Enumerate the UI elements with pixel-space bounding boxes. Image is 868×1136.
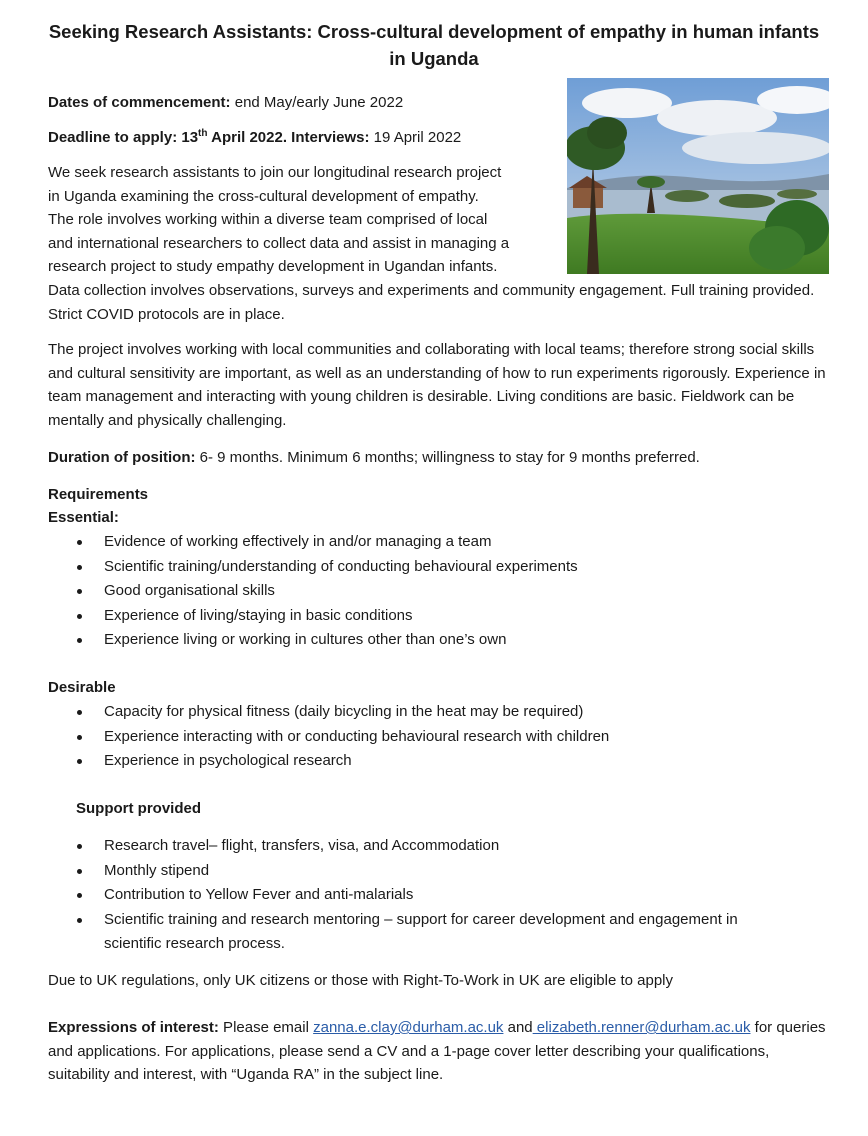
intro-line: in Uganda examining the cross-cultural development of empathy. [48, 187, 479, 205]
duration-line [48, 446, 828, 470]
commencement-line [48, 91, 553, 115]
list-item: Monthly stipend [75, 859, 805, 884]
desirable-list [75, 700, 805, 774]
list-item: Scientific training/understanding of conducting behavioural experiments [75, 555, 805, 580]
essential-heading: Essential: [48, 509, 119, 526]
support-list [75, 834, 805, 957]
deadline-line [48, 126, 553, 150]
page-title: Seeking Research Assistants: Cross-cultural development of empathy in human infants in Uganda [48, 21, 820, 69]
expressions-paragraph [48, 1016, 828, 1087]
project-paragraph: The project involves working with local communities and collaborating with local teams; therefore strong social skills and cultural sensitivity are important, as well as an understanding of how to run experiments rigorously. Experience in team management and interacting with young children is desirable. Living conditions are basic. Fieldwork can be mentally and physically challenging. [48, 341, 826, 429]
landscape-photo [567, 78, 829, 274]
list-item: Scientific training and research mentoring – support for career development and engagement in scientific research process. [75, 908, 794, 957]
list-item: Research travel– flight, transfers, visa, and Accommodation [75, 834, 805, 859]
expressions-pre: Please email [218, 1019, 314, 1036]
intro-line: We seek research assistants to join our longitudinal research project [48, 164, 502, 181]
eligibility-text: Due to UK regulations, only UK citizens or those with Right-To-Work in UK are eligible to apply [48, 972, 674, 989]
list-item: Experience interacting with or conducting behavioural research with children [75, 725, 805, 750]
commencement-value: end May/early June 2022 [230, 94, 404, 111]
intro-wide-text: Data collection involves observations, surveys and experiments and community engagement. Full training provided. Strict COVID protocols are in place. [48, 282, 815, 323]
essential-list [75, 530, 805, 653]
list-item: Experience of living/staying in basic conditions [75, 604, 805, 629]
duration-value: 6- 9 months. Minimum 6 months; willingness to stay for 9 months preferred. [195, 449, 700, 466]
expressions-and: and [503, 1019, 533, 1036]
list-item: Contribution to Yellow Fever and anti-malarials [75, 883, 805, 908]
expressions-post: for queries and applications. For applications, please send a CV and a 1-page cover letter describing your qualifications, suitability and interest, with “Uganda RA” in the subject line. [48, 1019, 826, 1083]
commencement-label: Dates of commencement: [48, 94, 231, 111]
deadline-label-sup: th [198, 128, 208, 139]
list-item: Good organisational skills [75, 579, 805, 604]
requirements-heading: Requirements [48, 486, 149, 503]
deadline-label-post: April 2022. Interviews: [207, 129, 370, 146]
list-item: Evidence of working effectively in and/or managing a team [75, 530, 805, 555]
list-item: Experience in psychological research [75, 749, 805, 774]
deadline-label [48, 129, 370, 146]
list-item: Capacity for physical fitness (daily bicycling in the heat may be required) [75, 700, 805, 725]
list-item: Experience living or working in cultures other than one’s own [75, 628, 805, 653]
expressions-label: Expressions of interest: [48, 1019, 219, 1036]
email-link-clay[interactable]: zanna.e.clay@durham.ac.uk [313, 1019, 504, 1036]
duration-label: Duration of position: [48, 449, 196, 466]
deadline-label-pre: Deadline to apply: 13 [48, 129, 199, 146]
landscape-photo-icon [567, 78, 829, 274]
intro-line: The role involves working within a diverse team comprised of local [48, 211, 488, 228]
intro-paragraph [48, 161, 553, 279]
intro-line: research project to study empathy development in Ugandan infants. [48, 258, 498, 275]
email-link-renner[interactable]: elizabeth.renner@durham.ac.uk [532, 1019, 751, 1036]
intro-line: and international researchers to collect data and assist in managing a [48, 234, 510, 252]
desirable-heading: Desirable [48, 679, 116, 696]
interviews-value: 19 April 2022 [369, 129, 462, 146]
support-heading: Support provided [76, 800, 201, 817]
